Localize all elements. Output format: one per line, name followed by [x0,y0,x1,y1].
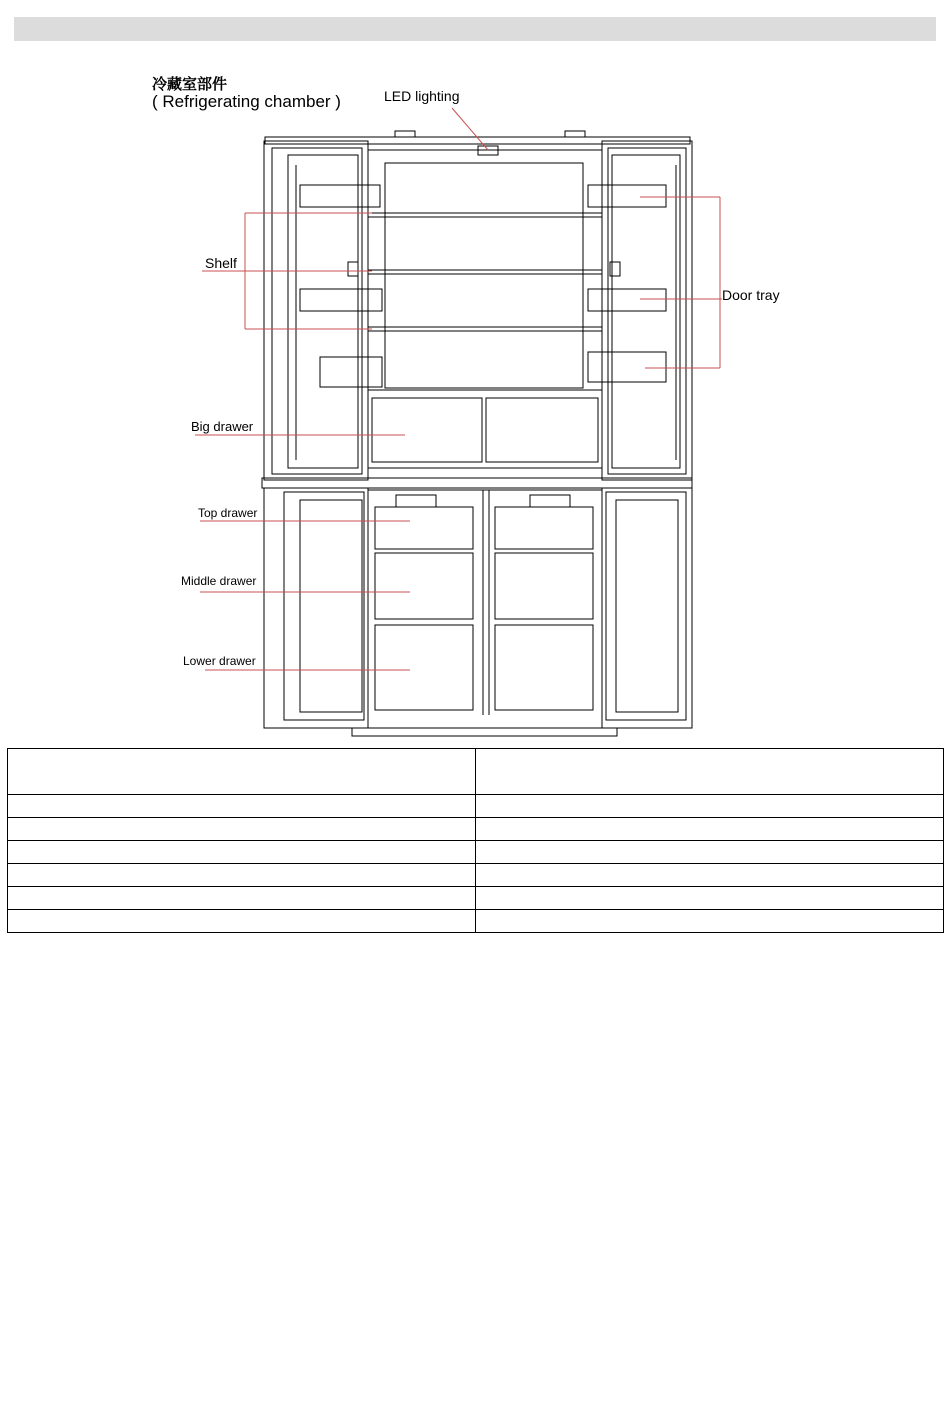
table-cell [8,841,476,864]
lower-left-door [264,488,368,728]
top-drawer-right [495,507,593,549]
table-cell [8,864,476,887]
table-row [8,864,944,887]
middle-drawer-right [495,553,593,619]
label-lower-drawer: Lower drawer [183,654,256,668]
table-row [8,795,944,818]
table-cell [8,910,476,933]
table-cell [476,841,944,864]
table-header-cell [476,749,944,795]
table-cell [476,818,944,841]
big-drawer [368,390,602,468]
top-drawer-left [375,507,473,549]
table-row [8,841,944,864]
door-tray-right-1 [588,185,666,207]
heading-refrigerating-chamber: ( Refrigerating chamber ) [152,92,341,111]
lower-drawer-left [375,625,473,710]
label-led-lighting: LED lighting [384,88,460,104]
lower-drawer-right [495,625,593,710]
door-tray-right-3 [588,352,666,382]
door-tray-left-3 [320,357,382,387]
fridge-diagram [0,70,950,745]
table-header-row [8,749,944,795]
table-cell [476,887,944,910]
header-bar [14,17,936,41]
parts-table [7,748,944,933]
table-row [8,910,944,933]
table-row [8,818,944,841]
table-header-cell [8,749,476,795]
callout-lines [195,108,722,670]
label-top-drawer: Top drawer [198,506,258,520]
label-shelf: Shelf [205,255,237,271]
label-big-drawer: Big drawer [191,419,254,434]
door-tray-right-2 [588,289,666,311]
table-cell [8,887,476,910]
table-cell [476,864,944,887]
middle-drawer-left [375,553,473,619]
heading-cjk: 冷藏室部件 [152,76,228,93]
label-middle-drawer: Middle drawer [181,574,257,588]
door-tray-left-2 [300,289,382,311]
table-cell [476,795,944,818]
freezer-compartment [368,490,602,728]
table-cell [8,818,476,841]
label-door-tray: Door tray [722,287,780,303]
table-row [8,887,944,910]
table-cell [8,795,476,818]
table-cell [476,910,944,933]
